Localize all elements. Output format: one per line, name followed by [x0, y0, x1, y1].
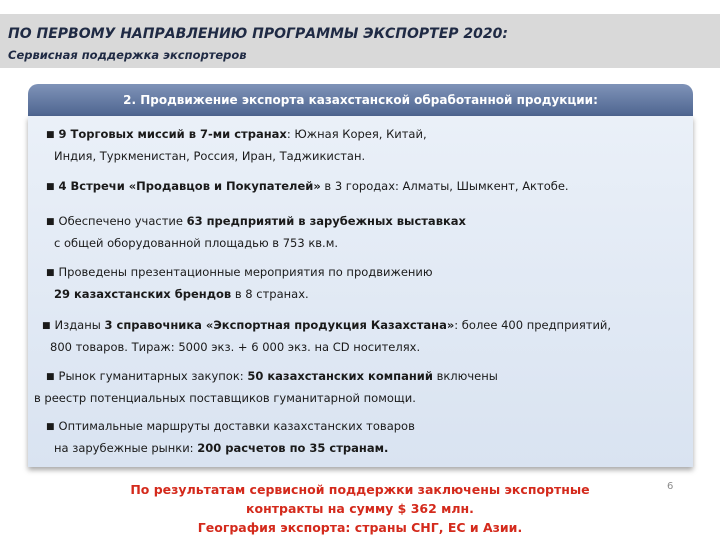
- item-highlight: 50 казахстанских компаний: [247, 369, 433, 383]
- bullet-icon: ■: [46, 217, 55, 227]
- list-item: [46, 416, 415, 458]
- item-text: с общей оборудованной площадью в 753 кв.м.: [54, 236, 339, 250]
- bullet-icon: ■: [46, 130, 55, 140]
- summary-line: География экспорта: страны СНГ, ЕС и Азии.: [197, 520, 523, 535]
- slide-subtitle: Сервисная поддержка экспортеров: [8, 48, 247, 62]
- item-text: : Южная Корея, Китай,: [286, 127, 427, 141]
- list-item: [46, 262, 433, 304]
- item-text: Индия, Туркменистан, Россия, Иран, Таджикистан.: [54, 149, 366, 163]
- item-text: 800 товаров. Тираж: 5000 экз. + 6 000 экз. на CD носителях.: [50, 340, 421, 354]
- item-text: Обеспечено участие: [58, 214, 187, 228]
- summary-line: контракты на сумму $ 362 млн.: [246, 501, 474, 516]
- list-item: [46, 124, 427, 166]
- item-highlight: 29 казахстанских брендов: [54, 287, 232, 301]
- list-item: [46, 211, 466, 253]
- item-text: : более 400 предприятий,: [454, 318, 612, 332]
- bullet-icon: ■: [46, 422, 55, 432]
- item-highlight: 4 Встречи «Продавцов и Покупателей»: [58, 179, 321, 193]
- item-text: Рынок гуманитарных закупок:: [58, 369, 248, 383]
- panel-heading: 2. Продвижение экспорта казахстанской обработанной продукции:: [28, 84, 693, 116]
- summary-line: По результатам сервисной поддержки заключены экспортные: [130, 482, 590, 497]
- item-text: включены: [432, 369, 498, 383]
- bullet-icon: ■: [46, 268, 55, 278]
- panel-body: [28, 116, 693, 467]
- list-item: [42, 315, 611, 357]
- item-text: на зарубежные рынки:: [54, 441, 198, 455]
- item-text: Проведены презентационные мероприятия по продвижению: [58, 265, 433, 279]
- item-text: в 3 городах: Алматы, Шымкент, Актобе.: [320, 179, 569, 193]
- page-number: 6: [667, 481, 674, 492]
- slide-title: ПО ПЕРВОМУ НАПРАВЛЕНИЮ ПРОГРАММЫ ЭКСПОРТЕР 2020:: [8, 26, 508, 42]
- bullet-icon: ■: [46, 372, 55, 382]
- item-highlight: 3 справочника «Экспортная продукция Казахстана»: [104, 318, 455, 332]
- bullet-icon: ■: [42, 321, 51, 331]
- list-item: [46, 176, 569, 198]
- list-item: [34, 366, 498, 408]
- item-highlight: 63 предприятий в зарубежных выставках: [186, 214, 466, 228]
- item-text: в реестр потенциальных поставщиков гуманитарной помощи.: [34, 391, 416, 405]
- item-text: Изданы: [54, 318, 105, 332]
- item-text: Оптимальные маршруты доставки казахстанских товаров: [58, 419, 415, 433]
- item-highlight: 9 Торговых миссий в 7-ми странах: [58, 127, 287, 141]
- bullet-icon: ■: [46, 182, 55, 192]
- item-text: в 8 странах.: [231, 287, 309, 301]
- item-highlight: 200 расчетов по 35 странам.: [197, 441, 389, 455]
- summary-footer: [60, 480, 660, 537]
